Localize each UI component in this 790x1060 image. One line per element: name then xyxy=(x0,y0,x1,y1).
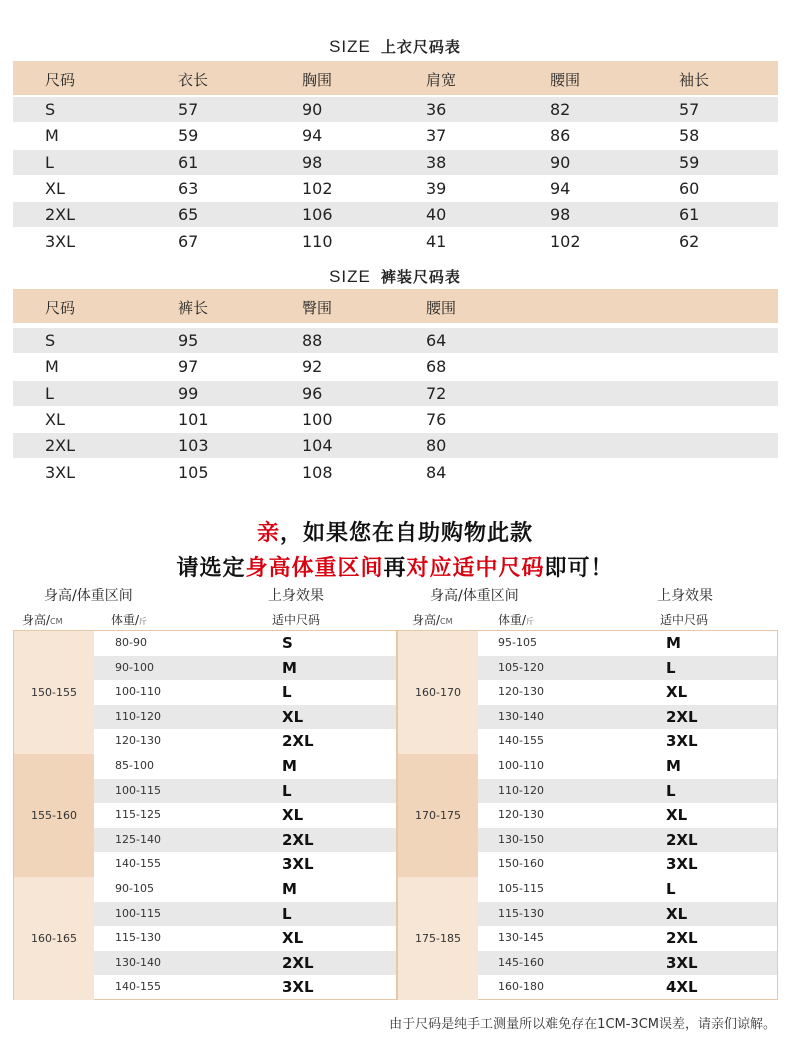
weight-range-cell: 100-115 xyxy=(115,906,161,920)
size-cell: L xyxy=(45,152,54,172)
promo-line-2 xyxy=(0,551,790,582)
value-cell: 72 xyxy=(426,383,447,403)
footnote: 由于尺码是纯手工测量所以难免存在1CM-3CM误差，请亲们谅解。 xyxy=(389,1017,776,1032)
promo-text: 再 xyxy=(383,556,407,581)
value-cell: 80 xyxy=(426,436,447,456)
height-col-header-right: 身高/CM xyxy=(412,613,453,627)
value-cell: 37 xyxy=(426,126,447,146)
header-cell: 腰围 xyxy=(426,299,457,317)
value-cell: 104 xyxy=(302,436,333,456)
fit-size-cell: L xyxy=(282,904,292,923)
promo-text: ，如果您在自助购物此款 xyxy=(280,521,534,546)
fit-size-cell: 4XL xyxy=(666,978,698,997)
header-cell: 肩宽 xyxy=(426,71,457,89)
size-cell: S xyxy=(45,100,56,119)
value-cell: 106 xyxy=(302,205,333,225)
table-row xyxy=(13,433,778,458)
fit-size-cell: M xyxy=(666,634,681,652)
value-cell: 67 xyxy=(178,231,199,251)
fit-size-cell: L xyxy=(666,880,676,898)
height-range-cell: 170-175 xyxy=(398,754,478,877)
fit-size-cell: XL xyxy=(282,806,304,825)
value-cell: 63 xyxy=(178,178,199,198)
pants-table-header xyxy=(13,289,778,323)
value-cell: 90 xyxy=(302,100,323,119)
fit-size-cell: L xyxy=(666,781,676,800)
value-cell: 105 xyxy=(178,462,209,482)
height-range-cell: 175-185 xyxy=(398,877,478,1000)
effect-label-left: 上身效果 xyxy=(268,588,324,604)
weight-range-cell: 100-110 xyxy=(115,685,161,699)
table-row xyxy=(13,150,778,175)
top-size-title xyxy=(0,36,790,57)
fit-size-cell: 2XL xyxy=(666,707,698,726)
size-cell: L xyxy=(45,383,54,403)
weight-range-cell: 105-120 xyxy=(498,660,544,674)
fit-size-cell: L xyxy=(282,781,292,800)
size-col-header-left: 适中尺码 xyxy=(272,613,321,627)
table-row xyxy=(13,407,778,432)
size-label: SIZE xyxy=(329,267,371,286)
weight-range-cell: 120-130 xyxy=(498,808,544,822)
value-cell: 100 xyxy=(302,409,333,429)
table-row xyxy=(13,123,778,148)
height-range-cell: 150-155 xyxy=(14,631,94,754)
value-cell: 40 xyxy=(426,205,447,225)
value-cell: 94 xyxy=(302,126,323,146)
fit-size-cell: 3XL xyxy=(666,732,698,751)
size-label: SIZE xyxy=(329,37,371,56)
fit-size-cell: 2XL xyxy=(282,830,314,849)
table-row xyxy=(13,229,778,254)
fit-size-cell: XL xyxy=(282,929,304,948)
fit-guide-right xyxy=(397,630,778,1000)
fit-guide-left xyxy=(13,630,397,1000)
range-label-left: 身高/体重区间 xyxy=(44,588,133,604)
fit-size-cell: 2XL xyxy=(282,953,314,972)
fit-size-cell: 3XL xyxy=(666,855,698,874)
value-cell: 88 xyxy=(302,331,323,350)
top-table-header xyxy=(13,61,778,95)
weight-range-cell: 110-120 xyxy=(115,709,161,723)
weight-range-cell: 160-180 xyxy=(498,980,544,994)
height-range-cell: 155-160 xyxy=(14,754,94,877)
header-cell: 尺码 xyxy=(45,299,76,317)
table-row xyxy=(13,202,778,227)
fit-size-cell: M xyxy=(282,658,297,677)
promo-red-text: 身高体重区间 xyxy=(245,556,384,581)
fit-size-cell: 3XL xyxy=(282,855,314,874)
promo-line-1 xyxy=(0,516,790,547)
value-cell: 68 xyxy=(426,357,447,377)
value-cell: 64 xyxy=(426,331,447,350)
promo-text: 请选定 xyxy=(176,556,246,581)
height-col-header-left: 身高/CM xyxy=(22,613,63,627)
value-cell: 59 xyxy=(679,152,700,172)
weight-range-cell: 100-110 xyxy=(498,759,544,772)
weight-range-cell: 130-150 xyxy=(498,832,544,846)
size-cell: 3XL xyxy=(45,462,76,482)
fit-size-cell: XL xyxy=(666,904,688,923)
weight-range-cell: 115-130 xyxy=(115,931,161,945)
weight-range-cell: 140-155 xyxy=(115,857,161,871)
value-cell: 98 xyxy=(550,205,571,225)
size-cell: 3XL xyxy=(45,231,76,251)
header-cell: 袖长 xyxy=(679,71,710,89)
weight-range-cell: 125-140 xyxy=(115,832,161,846)
value-cell: 41 xyxy=(426,231,447,251)
table-row xyxy=(13,328,778,353)
value-cell: 57 xyxy=(679,100,700,119)
weight-range-cell: 105-115 xyxy=(498,882,544,895)
header-cell: 衣长 xyxy=(178,71,209,89)
size-cell: M xyxy=(45,126,59,146)
pants-size-title xyxy=(0,266,790,287)
value-cell: 99 xyxy=(178,383,199,403)
top-table-title-text: 上衣尺码表 xyxy=(380,38,461,56)
weight-range-cell: 120-130 xyxy=(115,734,161,748)
value-cell: 65 xyxy=(178,205,199,225)
value-cell: 92 xyxy=(302,357,323,377)
weight-range-cell: 85-100 xyxy=(115,759,154,772)
header-cell: 腰围 xyxy=(550,71,581,89)
value-cell: 82 xyxy=(550,100,571,119)
value-cell: 61 xyxy=(178,152,199,172)
size-cell: S xyxy=(45,331,56,350)
header-cell: 尺码 xyxy=(45,71,76,89)
weight-range-cell: 120-130 xyxy=(498,685,544,699)
value-cell: 62 xyxy=(679,231,700,251)
value-cell: 59 xyxy=(178,126,199,146)
size-col-header-right: 适中尺码 xyxy=(660,613,709,627)
value-cell: 102 xyxy=(302,178,333,198)
fit-size-cell: M xyxy=(282,880,297,898)
fit-size-cell: L xyxy=(666,658,676,677)
value-cell: 98 xyxy=(302,152,323,172)
weight-range-cell: 95-105 xyxy=(498,636,537,649)
value-cell: 57 xyxy=(178,100,199,119)
fit-size-cell: XL xyxy=(666,806,688,825)
weight-col-header-left: 体重/斤 xyxy=(111,613,148,627)
value-cell: 36 xyxy=(426,100,447,119)
weight-range-cell: 145-160 xyxy=(498,955,544,969)
value-cell: 58 xyxy=(679,126,700,146)
value-cell: 102 xyxy=(550,231,581,251)
weight-range-cell: 90-105 xyxy=(115,882,154,895)
promo-red-text: 亲 xyxy=(256,521,280,546)
value-cell: 39 xyxy=(426,178,447,198)
header-cell: 胸围 xyxy=(302,71,333,89)
fit-size-cell: 2XL xyxy=(282,732,314,751)
fit-size-cell: M xyxy=(282,757,297,775)
value-cell: 97 xyxy=(178,357,199,377)
fit-size-cell: L xyxy=(282,683,292,702)
fit-size-cell: 3XL xyxy=(666,953,698,972)
range-label-right: 身高/体重区间 xyxy=(430,588,519,604)
fit-size-cell: XL xyxy=(666,683,688,702)
weight-range-cell: 130-145 xyxy=(498,931,544,945)
height-range-cell: 160-170 xyxy=(398,631,478,754)
weight-range-cell: 115-130 xyxy=(498,906,544,920)
size-cell: M xyxy=(45,357,59,377)
promo-text: 即可！ xyxy=(544,556,614,581)
value-cell: 38 xyxy=(426,152,447,172)
weight-range-cell: 90-100 xyxy=(115,660,154,674)
value-cell: 86 xyxy=(550,126,571,146)
table-row xyxy=(13,176,778,201)
weight-range-cell: 130-140 xyxy=(498,709,544,723)
fit-size-cell: 2XL xyxy=(666,830,698,849)
value-cell: 76 xyxy=(426,409,447,429)
value-cell: 61 xyxy=(679,205,700,225)
value-cell: 60 xyxy=(679,178,700,198)
weight-range-cell: 110-120 xyxy=(498,783,544,797)
table-row xyxy=(13,354,778,379)
value-cell: 94 xyxy=(550,178,571,198)
fit-size-cell: 3XL xyxy=(282,978,314,997)
weight-range-cell: 100-115 xyxy=(115,783,161,797)
size-cell: XL xyxy=(45,178,65,198)
height-range-cell: 160-165 xyxy=(14,877,94,1000)
fit-size-cell: M xyxy=(666,757,681,775)
value-cell: 90 xyxy=(550,152,571,172)
fit-size-cell: S xyxy=(282,634,293,652)
weight-col-header-right: 体重/斤 xyxy=(498,613,535,627)
size-cell: 2XL xyxy=(45,436,76,456)
fit-size-cell: 2XL xyxy=(666,929,698,948)
value-cell: 101 xyxy=(178,409,209,429)
weight-range-cell: 140-155 xyxy=(115,980,161,994)
size-cell: 2XL xyxy=(45,205,76,225)
value-cell: 108 xyxy=(302,462,333,482)
size-cell: XL xyxy=(45,409,65,429)
value-cell: 110 xyxy=(302,231,333,251)
value-cell: 103 xyxy=(178,436,209,456)
value-cell: 95 xyxy=(178,331,199,350)
value-cell: 96 xyxy=(302,383,323,403)
table-row xyxy=(13,97,778,122)
table-row xyxy=(13,381,778,406)
fit-size-cell: XL xyxy=(282,707,304,726)
effect-label-right: 上身效果 xyxy=(657,588,713,604)
promo-red-text: 对应适中尺码 xyxy=(406,556,545,581)
weight-range-cell: 130-140 xyxy=(115,955,161,969)
pants-table-title-text: 裤装尺码表 xyxy=(380,268,461,286)
header-cell: 臀围 xyxy=(302,299,333,317)
weight-range-cell: 150-160 xyxy=(498,857,544,871)
table-row xyxy=(13,460,778,485)
weight-range-cell: 115-125 xyxy=(115,808,161,822)
header-cell: 裤长 xyxy=(178,299,209,317)
weight-range-cell: 140-155 xyxy=(498,734,544,748)
weight-range-cell: 80-90 xyxy=(115,636,147,649)
value-cell: 84 xyxy=(426,462,447,482)
